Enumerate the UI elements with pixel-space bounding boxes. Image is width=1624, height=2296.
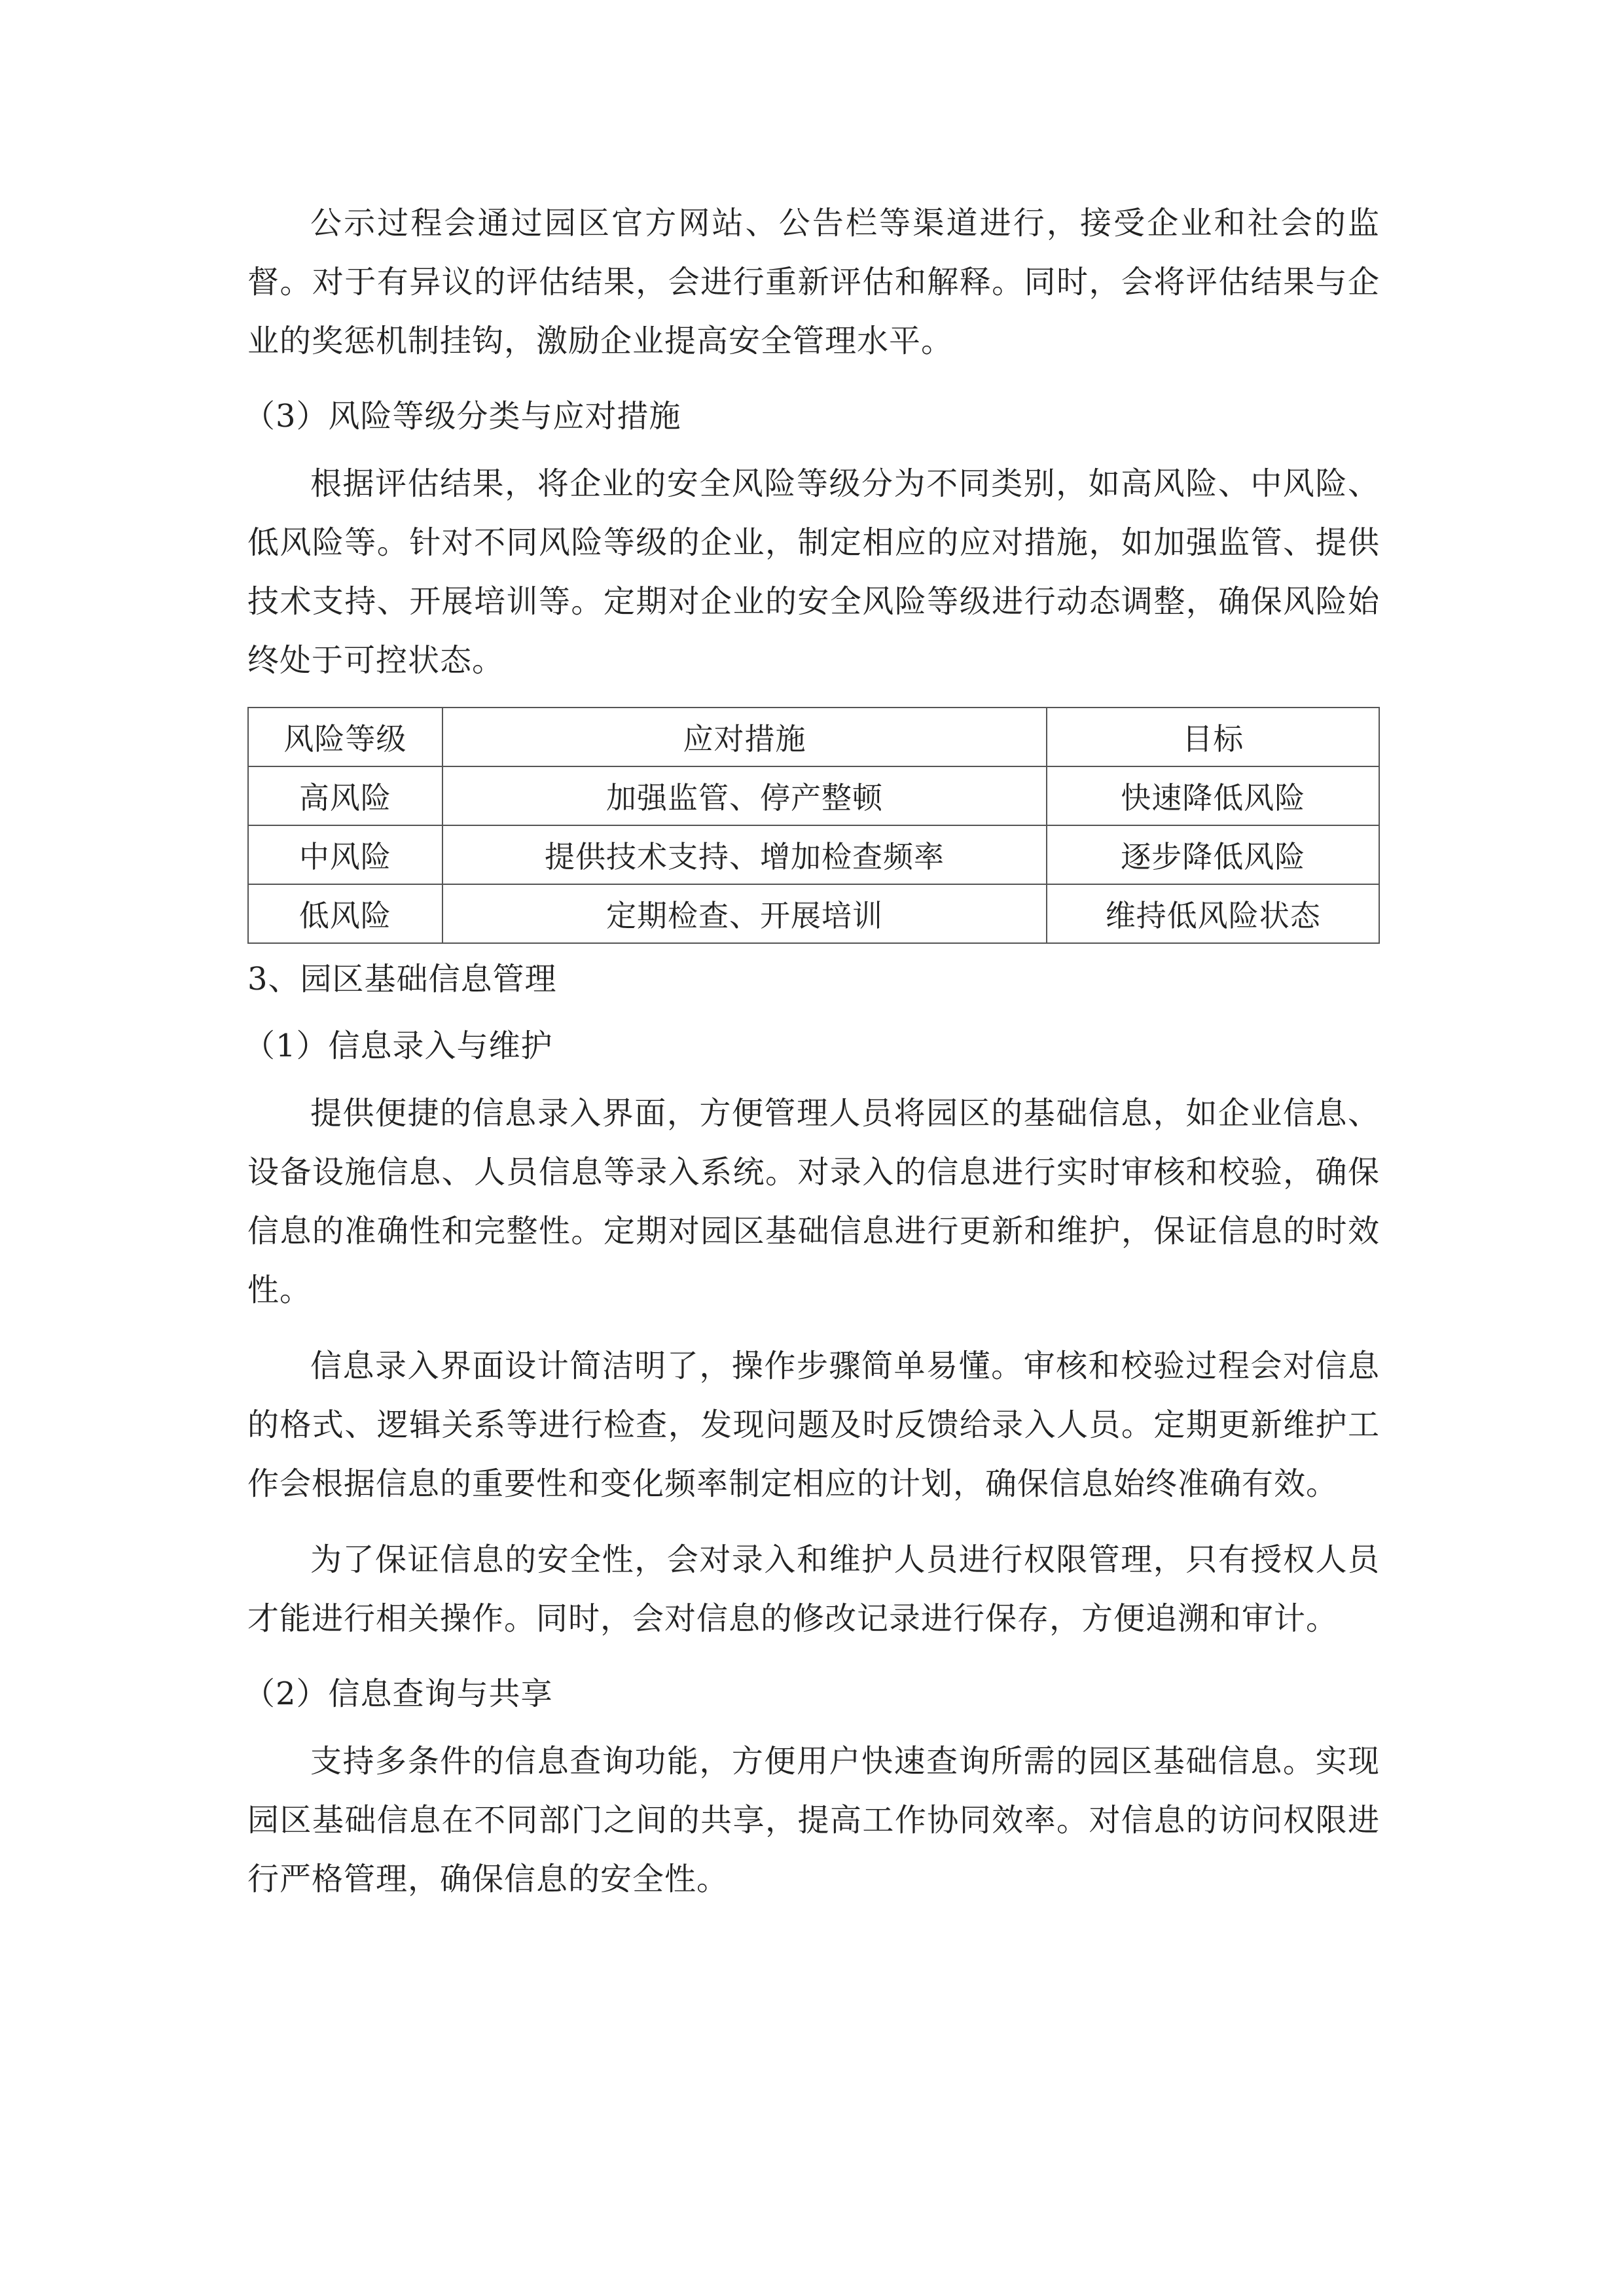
paragraph-publicity: 公示过程会通过园区官方网站、公告栏等渠道进行，接受企业和社会的监督。对于有异议的评估结果，会进行重新评估和解释。同时，会将评估结果与企业的奖惩机制挂钩，激励企业提高安全管理水平。 [247, 205, 1380, 359]
heading-section-3: 3、园区基础信息管理 [247, 961, 557, 997]
heading-risk-classification: （3）风险等级分类与应对措施 [244, 398, 681, 435]
heading-info-entry: （1）信息录入与维护 [244, 1028, 553, 1064]
table-cell: 高风险 [248, 766, 442, 825]
table-cell: 加强监管、停产整顿 [442, 766, 1047, 825]
table-cell: 中风险 [248, 825, 442, 884]
document-content [244, 194, 1380, 1926]
table-cell: 定期检查、开展培训 [442, 884, 1047, 943]
table-cell: 低风险 [248, 884, 442, 943]
table-header-cell: 应对措施 [442, 708, 1047, 766]
table-row [248, 825, 1379, 884]
table-header-cell: 目标 [1047, 708, 1379, 766]
paragraph-risk-levels: 根据评估结果，将企业的安全风险等级分为不同类别，如高风险、中风险、低风险等。针对不同风险等级的企业，制定相应的应对措施，如加强监管、提供技术支持、开展培训等。定期对企业的安全风险等级进行动态调整，确保风险始终处于可控状态。 [247, 465, 1380, 679]
table-row [248, 766, 1379, 825]
risk-level-table [247, 707, 1380, 944]
table-row [248, 884, 1379, 943]
paragraph-info-entry: 提供便捷的信息录入界面，方便管理人员将园区的基础信息，如企业信息、设备设施信息、人员信息等录入系统。对录入的信息进行实时审核和校验，确保信息的准确性和完整性。定期对园区基础信息进行更新和维护，保证信息的时效性。 [247, 1095, 1380, 1308]
table-cell: 逐步降低风险 [1047, 825, 1379, 884]
table-header-row [248, 708, 1379, 766]
heading-info-query: （2）信息查询与共享 [244, 1676, 553, 1712]
paragraph-entry-interface: 信息录入界面设计简洁明了，操作步骤简单易懂。审核和校验过程会对信息的格式、逻辑关系等进行检查，发现问题及时反馈给录入人员。定期更新维护工作会根据信息的重要性和变化频率制定相应的计划，确保信息始终准确有效。 [247, 1348, 1380, 1502]
paragraph-info-security: 为了保证信息的安全性，会对录入和维护人员进行权限管理，只有授权人员才能进行相关操作。同时，会对信息的修改记录进行保存，方便追溯和审计。 [247, 1541, 1380, 1637]
paragraph-info-query: 支持多条件的信息查询功能，方便用户快速查询所需的园区基础信息。实现园区基础信息在不同部门之间的共享，提高工作协同效率。对信息的访问权限进行严格管理，确保信息的安全性。 [247, 1743, 1380, 1897]
table-cell: 快速降低风险 [1047, 766, 1379, 825]
table-header-cell: 风险等级 [248, 708, 442, 766]
table-cell: 维持低风险状态 [1047, 884, 1379, 943]
table-cell: 提供技术支持、增加检查频率 [442, 825, 1047, 884]
